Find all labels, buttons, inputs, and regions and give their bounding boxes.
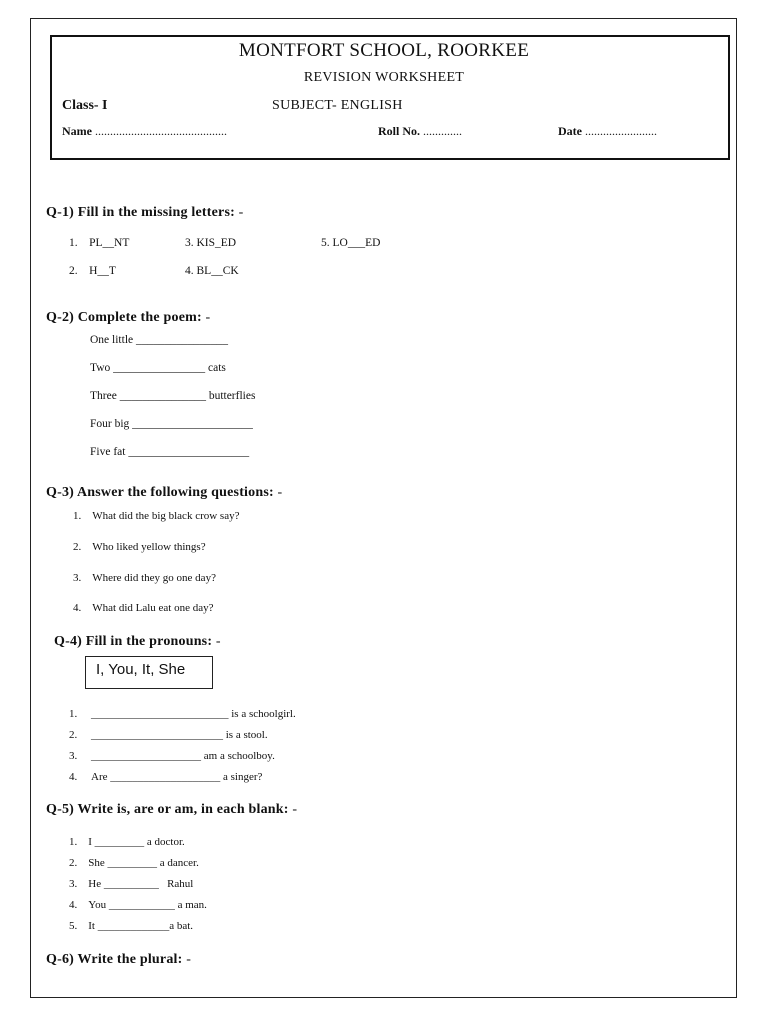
worksheet-title: REVISION WORKSHEET [303,70,465,85]
list-item: 2. H__T [69,265,116,277]
q6-dash: - [186,952,192,967]
name-dots: ............................................ [95,124,227,138]
class-label: Class- I [62,98,108,113]
q4-dash: - [215,634,221,649]
list-item: 5. LO___ED [321,237,381,249]
poem-line: Three _______________ butterflies [90,390,256,402]
date-field[interactable] [558,124,657,139]
q1-heading [46,205,244,221]
roll-field[interactable] [378,124,462,139]
date-label: Date [558,124,582,138]
list-item: 2. ________________________ is a stool. [69,729,268,741]
page-border [30,18,737,998]
q6-title: Q-6) Write the plural: [46,952,183,967]
pronoun-box: I, You, It, She [85,656,213,689]
poem-line: Two ________________ cats [90,362,226,374]
list-item: 3. He __________ Rahul [69,878,194,890]
list-item: 1. What did the big black crow say? [73,510,240,522]
list-item: 3. Where did they go one day? [73,572,216,584]
list-item: 4. You ____________ a man. [69,899,207,911]
list-item: 3. KIS_ED [185,237,237,249]
list-item: 2. Who liked yellow things? [73,541,206,553]
q1-title: Q-1) Fill in the missing letters: [46,205,235,220]
list-item: 4. What did Lalu eat one day? [73,602,214,614]
list-item: 5. It _____________a bat. [69,920,194,932]
school-name: MONTFORT SCHOOL, ROORKEE [238,40,530,61]
q3-dash: - [277,485,283,500]
list-item: 2. She _________ a dancer. [69,857,199,869]
name-label: Name [62,124,92,138]
list-item: 1. I _________ a doctor. [69,836,185,848]
q2-heading [46,310,210,326]
list-item: 3. ____________________ am a schoolboy. [69,750,275,762]
list-item: 1. PL__NT [69,237,130,249]
poem-line: Five fat _____________________ [90,446,250,458]
q5-heading [46,802,297,818]
list-item: 4. BL__CK [185,265,239,277]
q5-title: Q-5) Write is, are or am, in each blank: [46,802,289,817]
subject-label: SUBJECT- ENGLISH [272,98,403,113]
q6-heading [46,952,191,968]
roll-dots: ............. [423,124,462,138]
q4-title: Q-4) Fill in the pronouns: [54,634,213,649]
list-item: 4. Are ____________________ a singer? [69,771,263,783]
list-item: 1. _________________________ is a schoolgirl. [69,708,296,720]
q4-heading [54,634,221,650]
q2-title: Q-2) Complete the poem: [46,310,202,325]
q3-heading [46,485,282,501]
roll-label: Roll No. [378,124,420,138]
name-field[interactable] [62,124,227,139]
q5-dash: - [292,802,298,817]
date-dots: ........................ [585,124,657,138]
poem-line: Four big _____________________ [90,418,253,430]
q3-title: Q-3) Answer the following questions: [46,485,274,500]
q2-dash: - [205,310,211,325]
poem-line: One little ________________ [90,334,228,346]
q1-dash: - [238,205,244,220]
